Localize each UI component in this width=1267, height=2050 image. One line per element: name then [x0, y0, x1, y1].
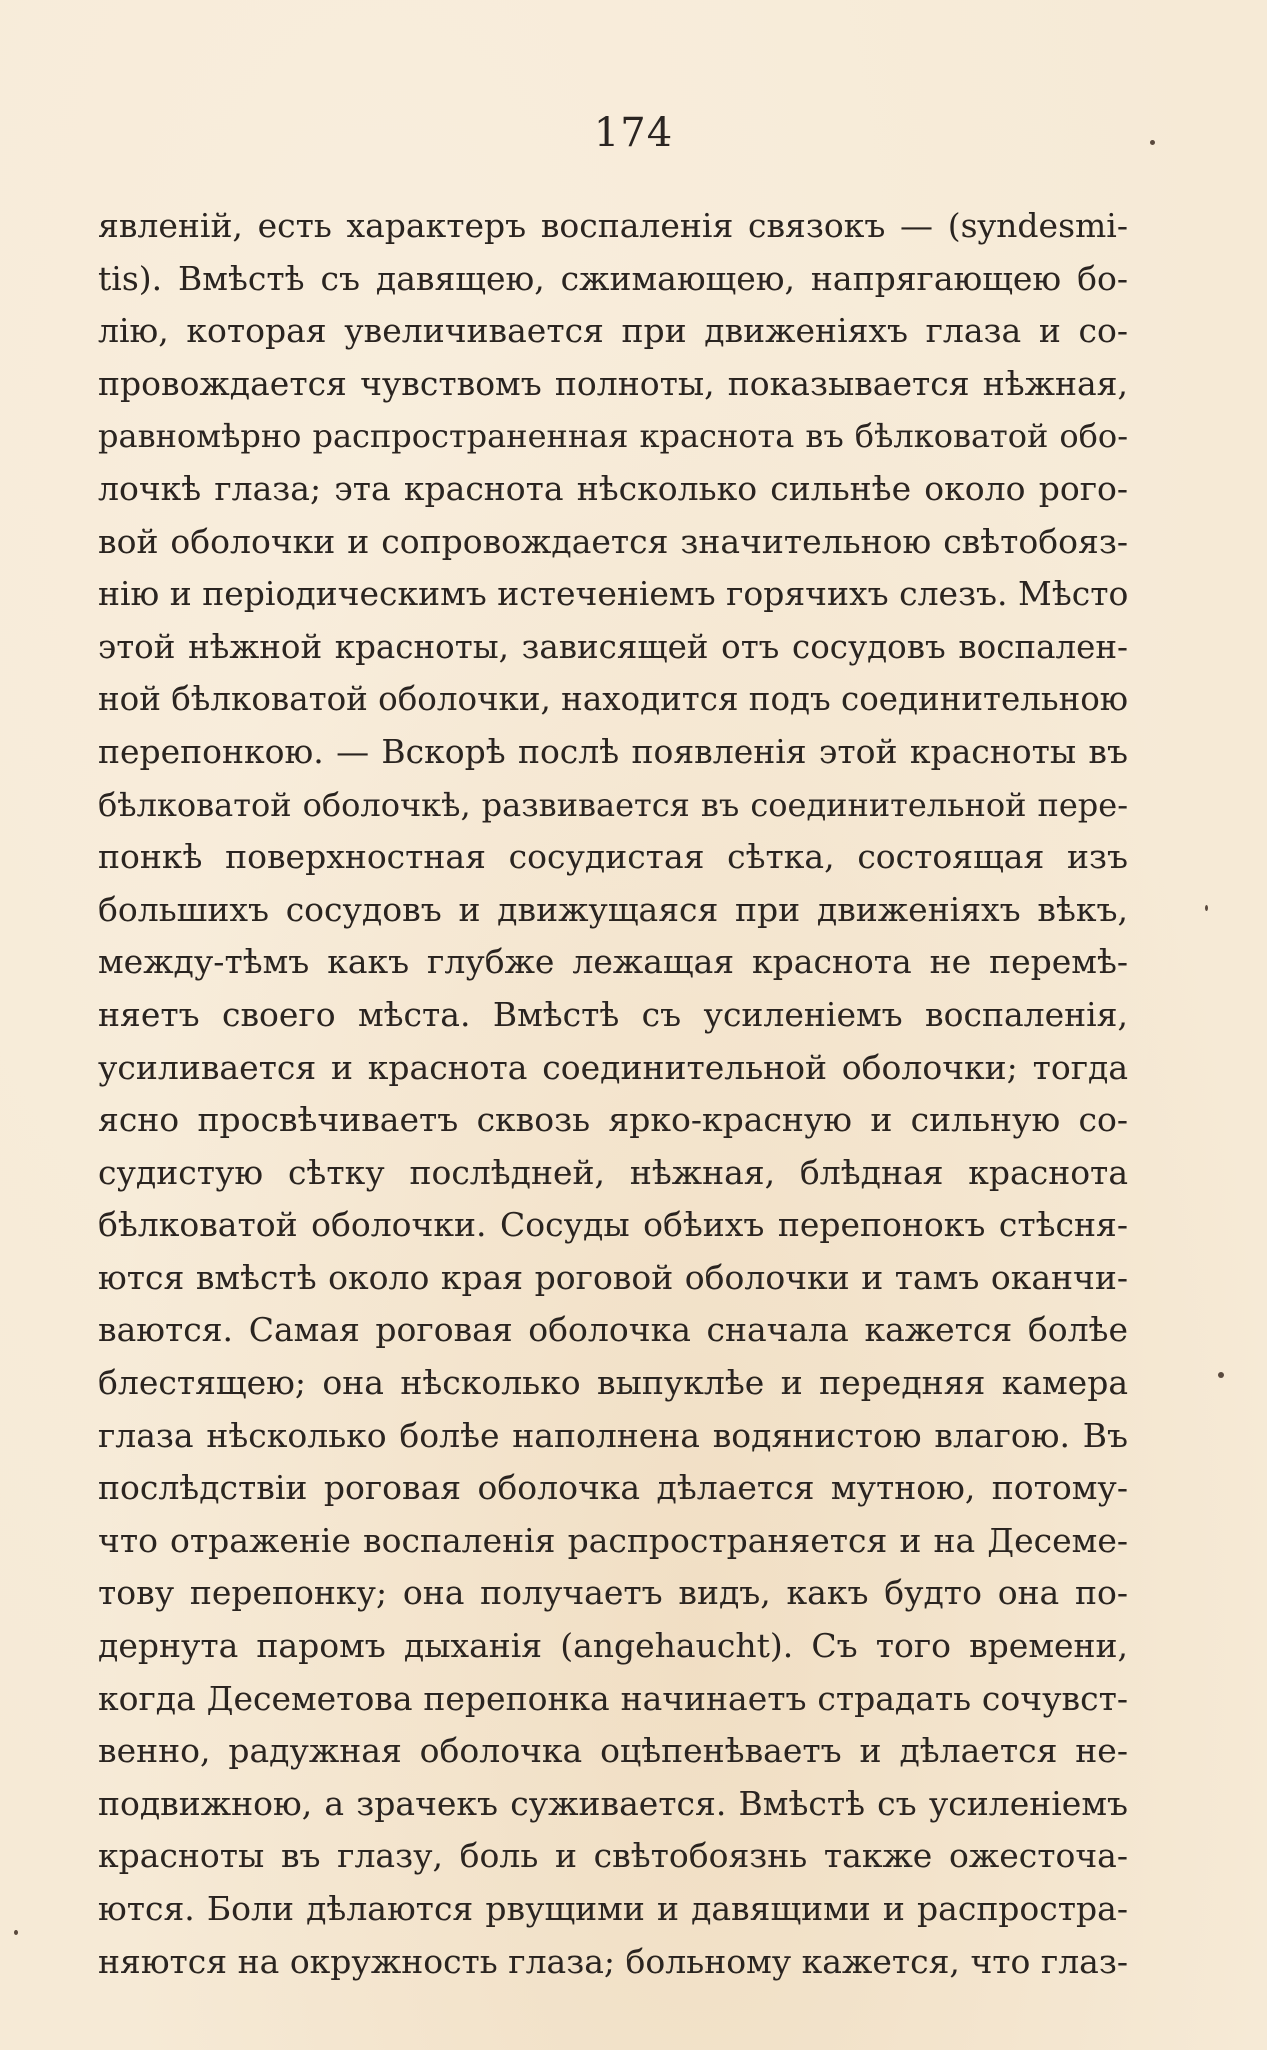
text-line: tis). Вмѣстѣ съ давящею, сжимающею, напрягающею бо-	[98, 258, 1128, 298]
text-line: провождается чувствомъ полноты, показывается нѣжная,	[98, 363, 1128, 403]
text-line: глаза нѣсколько болѣе наполнена водянистою влагою. Въ	[98, 1415, 1128, 1455]
text-line: венно, радужная оболочка оцѣпенѣваетъ и дѣлается не-	[98, 1731, 1128, 1771]
text-line: когда Десеметова перепонка начинаетъ страдать сочувст-	[98, 1678, 1128, 1718]
text-line: красноты въ глазу, боль и свѣтобоязнь также ожесточа-	[98, 1836, 1128, 1876]
paper-speck	[1150, 140, 1155, 145]
text-line: между-тѣмъ какъ глубже лежащая краснота не перемѣ-	[98, 942, 1128, 982]
text-line: дернута паромъ дыханія (angehaucht). Съ того времени,	[98, 1626, 1128, 1666]
text-line: бѣлковатой оболочки. Сосуды обѣихъ перепонокъ стѣсня-	[98, 1205, 1128, 1245]
text-line: усиливается и краснота соединительной оболочки; тогда	[98, 1047, 1128, 1087]
text-line: ются вмѣстѣ около края роговой оболочки и тамъ оканчи-	[98, 1257, 1128, 1297]
text-line: няются на окружность глаза; больному кажется, что глаз-	[98, 1941, 1128, 1981]
text-line: большихъ сосудовъ и движущаяся при движеніяхъ вѣкъ,	[98, 889, 1128, 929]
text-line: послѣдствіи роговая оболочка дѣлается мутною, потому-	[98, 1468, 1128, 1508]
text-line: что отраженіе воспаленія распространяется и на Десеме-	[98, 1520, 1128, 1560]
text-line: этой нѣжной красноты, зависящей отъ сосудовъ воспален-	[98, 627, 1128, 666]
text-line: ной бѣлковатой оболочки, находится подъ соединительною	[98, 680, 1128, 719]
text-line: блестящею; она нѣсколько выпуклѣе и передняя камера	[98, 1363, 1128, 1403]
text-line: лію, которая увеличивается при движеніяхъ глаза и со-	[98, 311, 1128, 351]
paper-speck	[1205, 905, 1208, 911]
text-line: ются. Боли дѣлаются рвущими и давящими и распростра-	[98, 1889, 1128, 1928]
text-line: лочкѣ глаза; эта краснота нѣсколько сильнѣе около рого-	[98, 468, 1128, 508]
text-line: понкѣ поверхностная сосудистая сѣтка, состоящая изъ	[98, 837, 1128, 877]
paper-speck	[1218, 1372, 1224, 1378]
text-line: ваются. Самая роговая оболочка сначала кажется болѣе	[98, 1310, 1128, 1350]
text-line: нію и періодическимъ истеченіемъ горячихъ слезъ. Мѣсто	[98, 574, 1128, 614]
page-number: 174	[593, 110, 674, 156]
text-line: явленій, есть характеръ воспаленія связокъ — (syndesmi-	[98, 206, 1128, 245]
text-line: ясно просвѣчиваетъ сквозь ярко-красную и сильную со-	[98, 1100, 1128, 1140]
text-line: тову перепонку; она получаетъ видъ, какъ будто она по-	[98, 1573, 1128, 1613]
text-line: вой оболочки и сопровождается значительною свѣтобояз-	[98, 521, 1128, 561]
text-line: подвижною, а зрачекъ суживается. Вмѣстѣ съ усиленіемъ	[98, 1783, 1128, 1823]
text-line: няетъ своего мѣста. Вмѣстѣ съ усиленіемъ воспаленія,	[98, 994, 1128, 1034]
body-text	[98, 200, 1128, 1988]
text-line: перепонкою. — Вскорѣ послѣ появленія этой красноты въ	[98, 731, 1128, 771]
paper-speck	[14, 1930, 18, 1935]
text-line: равномѣрно распространенная краснота въ бѣлковатой обо-	[98, 417, 1128, 456]
text-line: судистую сѣтку послѣдней, нѣжная, блѣдная краснота	[98, 1152, 1128, 1192]
text-line: бѣлковатой оболочкѣ, развивается въ соединительной пере-	[98, 785, 1128, 824]
